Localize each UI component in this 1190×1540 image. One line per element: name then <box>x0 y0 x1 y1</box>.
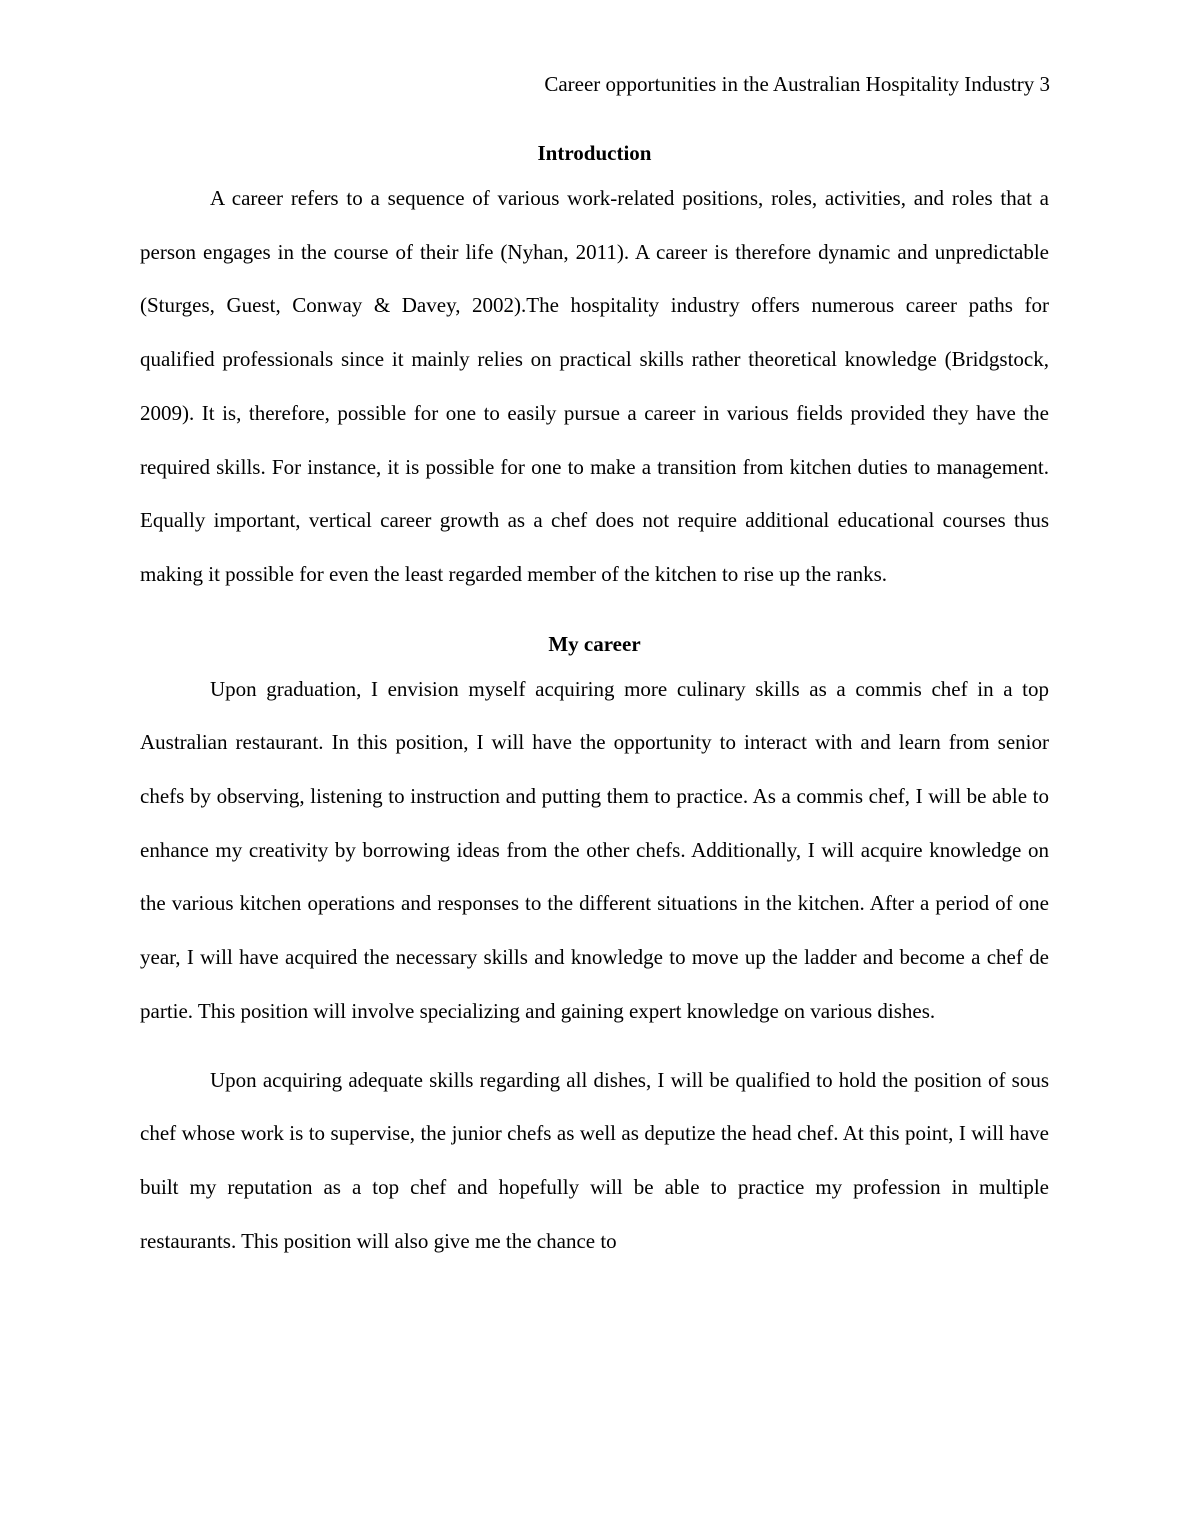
section-heading-introduction: Introduction <box>537 141 652 165</box>
section-heading-my-career: My career <box>548 631 641 656</box>
running-head: Career opportunities in the Australian Hospitality Industry 3 <box>544 72 1050 96</box>
paragraph-introduction: A career refers to a sequence of various work-related positions, roles, activities, and roles that a person engages in the course of their life (Nyhan, 2011). A career is therefore dynamic and unpredictable (Sturges, Guest, Conway & Davey, 2002).The hospitality industry offers numerous career paths for qualified professionals since it mainly relies on practical skills rather theoretical knowledge (Bridgstock, 2009). It is, therefore, possible for one to easily pursue a career in various fields provided they have the required skills. For instance, it is possible for one to make a transition from kitchen duties to management. Equally important, vertical career growth as a chef does not require additional educational courses thus making it possible for even the least regarded member of the kitchen to rise up the ranks. <box>140 186 1049 586</box>
paragraph-my-career-2: Upon acquiring adequate skills regarding all dishes, I will be qualified to hold the position of sous chef whose work is to supervise, the junior chefs as well as deputize the head chef. At this point, I will have built my reputation as a top chef and hopefully will be able to practice my profession in multiple restaurants. This position will also give me the chance to <box>140 1067 1049 1253</box>
section-spacer <box>140 602 1049 630</box>
document-body <box>140 139 1049 1268</box>
paragraph-my-career-1: Upon graduation, I envision myself acquiring more culinary skills as a commis chef in a top Australian restaurant. In this position, I will have the opportunity to interact with and learn from senior chefs by observing, listening to instruction and putting them to practice. As a commis chef, I will be able to enhance my creativity by borrowing ideas from the other chefs. Additionally, I will acquire knowledge on the various kitchen operations and responses to the different situations in the kitchen. After a period of one year, I will have acquired the necessary skills and knowledge to move up the ladder and become a chef de partie. This position will involve specializing and gaining expert knowledge on various dishes. <box>140 676 1049 1023</box>
